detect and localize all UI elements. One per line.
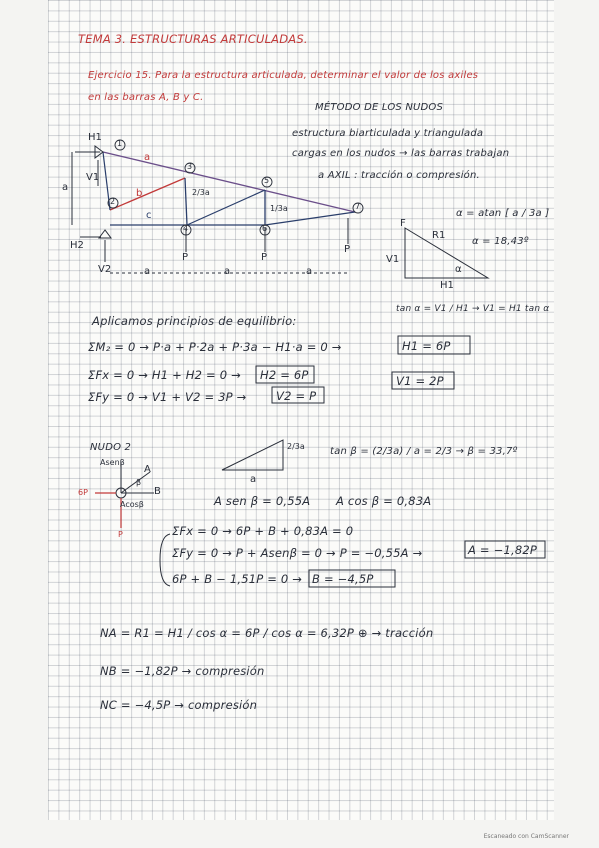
result-NB: NB = −1,82P → compresión — [100, 664, 265, 678]
system-eq1: ΣFx = 0 → 6P + B + 0,83A = 0 — [172, 524, 354, 538]
height-13a: 1/3a — [270, 204, 288, 213]
node-5: 5 — [264, 176, 270, 185]
nudo2-asen: Asenβ — [100, 458, 125, 467]
topic-title: TEMA 3. ESTRUCTURAS ARTICULADAS. — [78, 32, 308, 46]
height-23a: 2/3a — [192, 188, 210, 197]
alpha-F: F — [400, 218, 406, 229]
b-result: B = −4,5P — [312, 572, 374, 586]
eq3-result: V2 = P — [276, 389, 317, 403]
method-line-2: cargas en los nudos → las barras trabajan — [292, 148, 510, 159]
load-P-2: P — [261, 252, 268, 263]
exercise-line-2: en las barras A, B y C. — [88, 92, 204, 103]
eq3: ΣFy = 0 → V1 + V2 = 3P → — [88, 390, 247, 404]
alpha-R1: R1 — [432, 230, 446, 241]
tri-height: 2/3a — [287, 442, 305, 451]
tan-beta: tan β = (2/3a) / a = 2/3 → β = 33,7º — [330, 446, 518, 457]
node-1: 1 — [117, 139, 123, 148]
acos-value: A cos β = 0,83A — [336, 494, 432, 508]
a-result: A = −1,82P — [468, 543, 537, 557]
method-line-3: a AXIL : tracción o compresión. — [318, 170, 480, 181]
load-P-3: P — [344, 244, 351, 255]
result-NA: NA = R1 = H1 / cos α = 6P / cos α = 6,32P ⊕ → tracción — [100, 626, 434, 640]
nudo2-title: NUDO 2 — [90, 442, 132, 453]
alpha-tan: tan α = V1 / H1 → V1 = H1 tan α — [396, 304, 550, 314]
span-a-2: a — [224, 266, 231, 277]
node-3: 3 — [187, 162, 193, 171]
scanner-watermark: Escaneado con CamScanner — [483, 833, 569, 840]
tri-base: a — [250, 474, 257, 485]
v1-result: V1 = 2P — [396, 374, 444, 388]
bar-b-label: b — [136, 188, 143, 199]
load-P-1: P — [182, 252, 189, 263]
node-7: 7 — [355, 202, 361, 211]
span-a-3: a — [306, 266, 313, 277]
eq2-result: H2 = 6P — [260, 368, 309, 382]
eq2: ΣFx = 0 → H1 + H2 = 0 → — [88, 368, 241, 382]
nudo2-A: A — [144, 464, 151, 475]
system-eq3: 6P + B − 1,51P = 0 → — [172, 572, 303, 586]
label-H1: H1 — [88, 132, 102, 143]
span-a-1: a — [144, 266, 151, 277]
bar-c-label: c — [146, 210, 152, 221]
eq1: ΣM₂ = 0 → P·a + P·2a + P·3a − H1·a = 0 → — [88, 340, 342, 354]
node-6: 6 — [262, 224, 268, 233]
asen-value: A sen β = 0,55A — [214, 494, 311, 508]
label-H2: H2 — [70, 240, 84, 251]
eq1-result: H1 = 6P — [402, 339, 451, 353]
nudo2-acos: Acosβ — [120, 500, 144, 509]
nudo2-B: B — [154, 486, 161, 497]
alpha-H1: H1 — [440, 280, 454, 291]
alpha-V1: V1 — [386, 254, 400, 265]
exercise-line-1: Ejercicio 15. Para la estructura articulada, determinar el valor de los axiles — [88, 70, 479, 81]
nudo2-down-force: P — [118, 530, 123, 539]
label-V1: V1 — [86, 172, 100, 183]
result-NC: NC = −4,5P → compresión — [100, 698, 258, 712]
alpha-result: α = 18,43º — [472, 236, 529, 247]
method-line-1: estructura biarticulada y triangulada — [292, 128, 484, 139]
bar-a-label: a — [144, 152, 151, 163]
equilibrium-title: Aplicamos principios de equilibrio: — [92, 314, 297, 328]
nudo2-beta: β — [136, 478, 142, 487]
nudo2-left-force: 6P — [78, 488, 88, 497]
alpha-symbol: α — [455, 264, 462, 275]
method-title: MÉTODO DE LOS NUDOS — [315, 102, 444, 113]
node-2: 2 — [110, 197, 116, 206]
alpha-formula: α = atan [ a / 3a ] — [456, 208, 550, 219]
label-V2: V2 — [98, 264, 112, 275]
node-4: 4 — [183, 224, 189, 233]
label-height-a: a — [62, 182, 69, 193]
system-eq2: ΣFy = 0 → P + Asenβ = 0 → P = −0,55A → — [172, 546, 423, 560]
